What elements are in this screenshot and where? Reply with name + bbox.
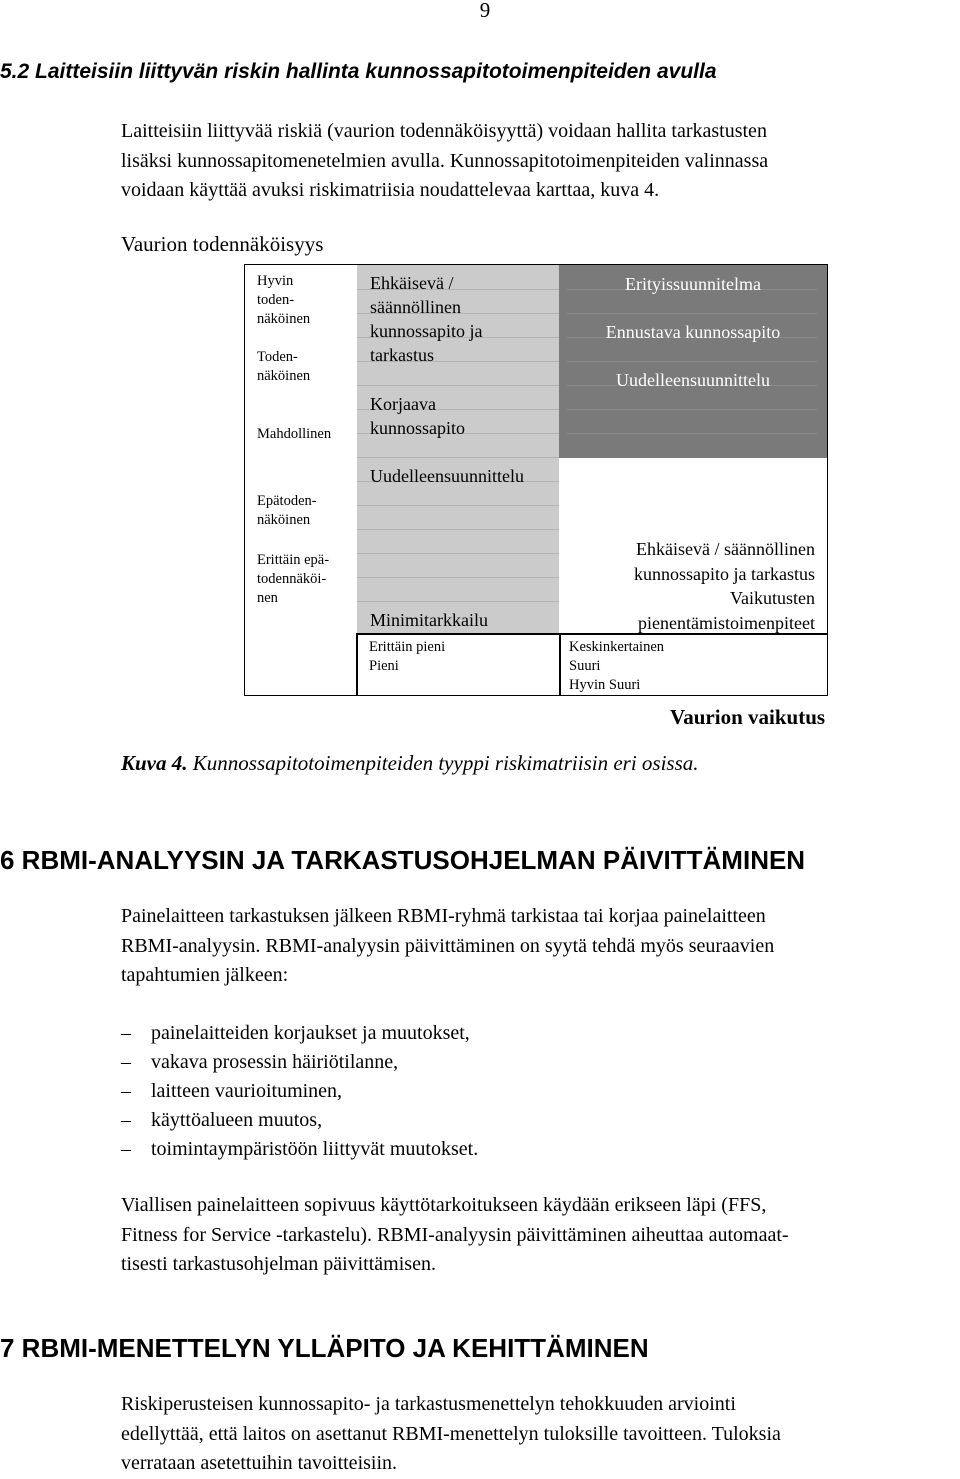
list-dash: – <box>121 1138 131 1160</box>
intro-paragraph <box>121 117 936 206</box>
minimum-monitoring-label: Minimitarkkailu <box>370 610 488 630</box>
list-item: – painelaitteiden korjaukset ja muutokset, <box>121 1019 721 1049</box>
list-item: – laitteen vaurioituminen, <box>121 1077 721 1107</box>
special-design-label: Erityissuunnitelma <box>625 274 761 294</box>
predictive-maintenance-label: Ennustava kunnossapito <box>605 322 781 342</box>
middle-column <box>357 265 559 633</box>
section-6-paragraph-1: Painelaitteen tarkastuksen jälkeen RBMI-ryhmä tarkistaa tai korjaa painelaitteen RBMI-analyysin. RBMI-analyysin päivittäminen on syytä tehdä myös seuraavien tapahtumien jälkeen: <box>121 905 775 986</box>
prob-very-likely: Hyvin toden- näköinen <box>257 273 311 327</box>
figure-caption <box>121 751 699 776</box>
corrective-maintenance-label: Korjaava kunnossapito <box>370 394 466 438</box>
intro-line: Laitteisiin liittyvää riskiä (vaurion todennäköisyyttä) voidaan hallita tarkastusten <box>121 120 767 142</box>
prob-possible: Mahdollinen <box>257 426 332 442</box>
section-5-2-heading: 5.2 Laitteisiin liittyvän riskin hallinta kunnossapitotoimenpiteiden avulla <box>0 60 717 83</box>
list-item: – käyttöalueen muutos, <box>121 1106 721 1136</box>
matrix-bottom-divider <box>357 633 827 635</box>
intro-line: lisäksi kunnossapitomenetelmien avulla. Kunnossapitotoimenpiteiden valinnassa <box>121 149 769 172</box>
preventive-maintenance-label: Ehkäisevä / säännöllinen kunnossapito ja tarkastus <box>370 273 483 365</box>
y-axis-title: Vaurion todennäköisyys <box>121 232 324 256</box>
list-dash: – <box>121 1022 131 1044</box>
intro-line: voidaan käyttää avuksi riskimatriisia noudattelevaa karttaa, kuva 4. <box>121 179 660 201</box>
list-dash: – <box>121 1109 131 1131</box>
high-risk-block <box>559 265 827 458</box>
list-item: – vakava prosessin häiriötilanne, <box>121 1048 721 1078</box>
list-dash: – <box>121 1080 131 1102</box>
impact-large-labels: Keskinkertainen Suuri Hyvin Suuri <box>569 639 665 693</box>
section-6-heading: 6 RBMI-ANALYYSIN JA TARKASTUSOHJELMAN PÄIVITTÄMINEN <box>0 845 806 875</box>
right-actions-text: Ehkäisevä / säännöllinen kunnossapito ja tarkastus Vaikutusten pienentämistoimenpiteet <box>634 539 815 633</box>
prob-unlikely: Epätoden- näköinen <box>257 493 317 528</box>
prob-likely: Toden- näköinen <box>257 349 311 384</box>
prob-very-unlikely: Erittäin epä- todennäköi- nen <box>257 552 330 606</box>
section-7-paragraph: Riskiperusteisen kunnossapito- ja tarkastusmenettelyn tehokkuuden arviointi edellyttää, että laitos on asettanut RBMI-menettelyn tuloksille tavoitteen. Tuloksia verrataan asetettuihin tavoitteisiin. <box>121 1393 781 1474</box>
matrix-vline-1 <box>356 633 358 695</box>
redesign-label-high: Uudelleensuunnittelu <box>616 370 770 390</box>
section-7-heading: 7 RBMI-MENETTELYN YLLÄPITO JA KEHITTÄMINEN <box>0 1333 649 1363</box>
redesign-label: Uudelleensuunnittelu <box>370 466 524 486</box>
list-item: – toimintaympäristöön liittyvät muutokset. <box>121 1135 721 1165</box>
impact-small-labels: Erittäin pieni Pieni <box>369 639 446 674</box>
section-6-paragraph-2: Viallisen painelaitteen sopivuus käyttötarkoitukseen käydään erikseen läpi (FFS, Fitness for Service -tarkastelu). RBMI-analyysin päivittäminen aiheuttaa automaat- tisesti tarkastusohjelman päivittämisen. <box>121 1194 789 1275</box>
risk-matrix <box>244 264 828 696</box>
x-axis-title: Vaurion vaikutus <box>670 705 826 729</box>
figure-caption-text: Kunnossapitotoimenpiteiden tyyppi riskimatriisin eri osissa. <box>192 751 699 775</box>
matrix-vline-2 <box>559 633 561 695</box>
list-dash: – <box>121 1051 131 1073</box>
page-number: 9 <box>479 0 491 22</box>
figure-caption-label: Kuva 4. <box>121 751 188 775</box>
